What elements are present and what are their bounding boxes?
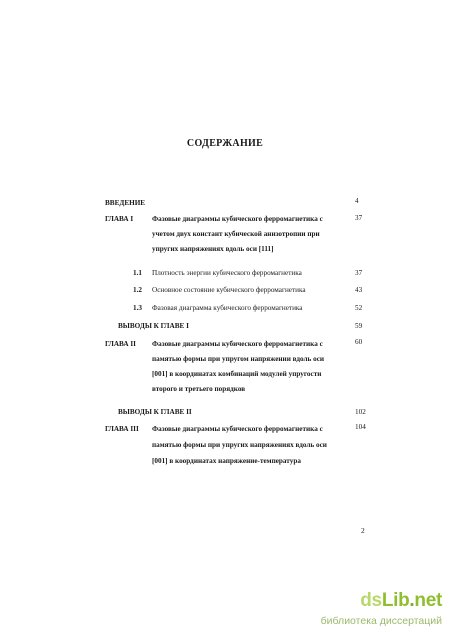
- toc-s13-num: 1.3: [133, 304, 142, 312]
- page-number: 2: [361, 526, 365, 535]
- toc-s11-num: 1.1: [133, 269, 142, 277]
- toc-ch3-line: [001] в координатах напряжение-температура: [152, 457, 301, 465]
- toc-s12-num: 1.2: [133, 286, 142, 294]
- toc-s13-text: Фазовая диаграмма кубического ферромагнетика: [152, 304, 303, 312]
- toc-s12-page: 43: [355, 286, 363, 294]
- toc-concl2-label: ВЫВОДЫ К ГЛАВЕ II: [118, 408, 192, 416]
- dslib-watermark-logo[interactable]: [322, 590, 446, 632]
- toc-ch1-line: учетом двух констант кубической анизотропии при: [152, 230, 320, 238]
- toc-ch3-label: ГЛАВА III: [105, 425, 139, 433]
- toc-intro-label: ВВЕДЕНИЕ: [105, 199, 146, 207]
- toc-s11-text: Плотность энергии кубического ферромагнетика: [152, 269, 302, 277]
- toc-ch3-line: памятью формы при упругих напряжениях вдоль оси: [152, 441, 327, 449]
- toc-ch2-line: Фазовые диаграммы кубического ферромагнетика с: [152, 340, 323, 348]
- watermark-wordmark: dsLib.net: [360, 590, 442, 611]
- watermark-subtitle: библиотека диссертаций: [320, 615, 442, 627]
- toc-s12-text: Основное состояние кубического ферромагнетика: [152, 286, 306, 294]
- toc-intro-page: 4: [355, 197, 359, 205]
- page-title: СОДЕРЖАНИЕ: [186, 138, 264, 149]
- toc-concl2-page: 102: [355, 408, 366, 416]
- toc-ch1-page: 37: [355, 214, 363, 222]
- toc-ch3-page: 104: [355, 423, 366, 431]
- toc-ch2-line: второго и третьего порядков: [152, 385, 246, 393]
- toc-ch2-line: памятью формы при упругом напряжении вдоль оси: [152, 355, 325, 363]
- toc-ch1-label: ГЛАВА I: [105, 215, 134, 223]
- toc-ch2-line: [001] в координатах комбинаций модулей упругости: [152, 370, 322, 378]
- toc-s13-page: 52: [355, 304, 363, 312]
- toc-ch2-page: 60: [355, 338, 363, 346]
- toc-ch1-line: Фазовые диаграммы кубического ферромагнетика с: [152, 215, 323, 223]
- toc-concl1-page: 59: [355, 322, 363, 330]
- toc-concl1-label: ВЫВОДЫ К ГЛАВЕ I: [118, 322, 189, 330]
- toc-ch3-line: Фазовые диаграммы кубического ферромагнетика с: [152, 425, 323, 433]
- toc-s11-page: 37: [355, 269, 363, 277]
- toc-ch1-line: упругих напряжениях вдоль оси [111]: [152, 245, 274, 253]
- toc-ch2-label: ГЛАВА II: [105, 340, 136, 348]
